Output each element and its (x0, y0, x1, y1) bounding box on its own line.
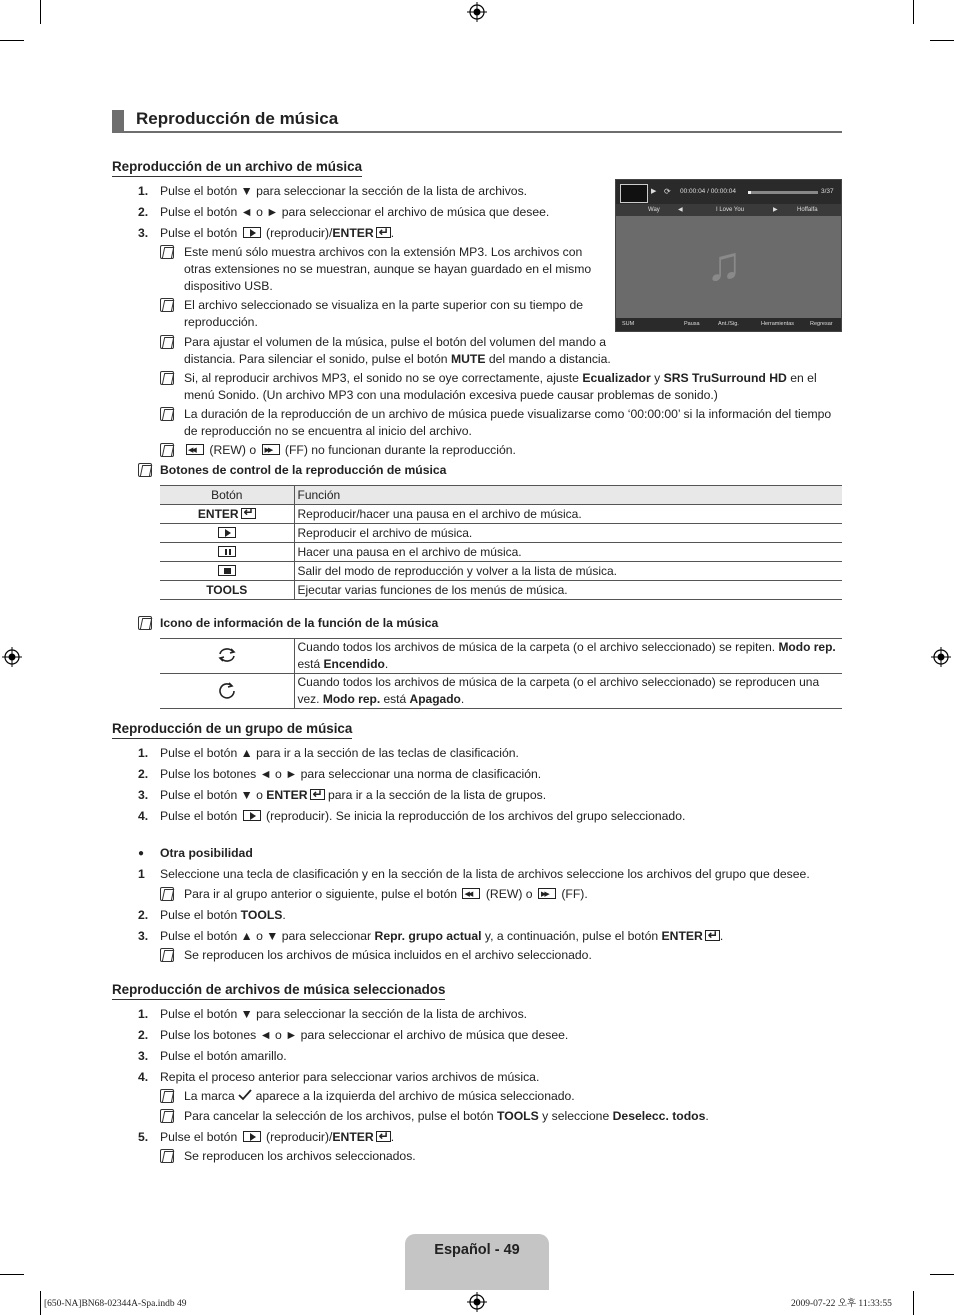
table-row: Cuando todos los archivos de música de la carpeta (o el archivo seleccionado) se reproducen una vez. Modo rep. está Apagado. (160, 674, 842, 709)
note-icon (160, 335, 174, 349)
music-note-icon: ♫ (706, 238, 742, 291)
info-icon-table (160, 638, 842, 709)
section-rule (112, 131, 842, 133)
table-header: Botón Función (160, 486, 842, 505)
play-icon (243, 1131, 261, 1142)
check-mark-icon (238, 1089, 252, 1101)
page-number: Español - 49 (434, 1242, 520, 1258)
note-icon (160, 948, 174, 962)
note-icon (160, 887, 174, 901)
section1-heading: Reproducción de un archivo de música (112, 159, 362, 177)
note-icon (160, 298, 174, 312)
table-row: TOOLS Ejecutar varias funciones de los menús de música. (160, 581, 842, 600)
registration-mark-icon (467, 2, 487, 22)
right-arrow-icon: ▶ (773, 207, 778, 213)
left-arrow-icon: ◀ (678, 207, 683, 213)
rew-icon (462, 888, 480, 899)
crop-mark (0, 40, 24, 41)
crop-mark (0, 1274, 24, 1275)
note-icon (160, 443, 174, 457)
table-row: Cuando todos los archivos de música de la carpeta (o el archivo seleccionado) se repiten. Modo rep. está Encendido. (160, 639, 842, 674)
registration-mark-icon (2, 647, 22, 667)
ff-icon (262, 444, 280, 455)
enter-icon (310, 789, 325, 800)
note-icon (160, 1149, 174, 1163)
note-icon (160, 1089, 174, 1103)
print-slug-left: [650-NA]BN68-02344A-Spa.indb 49 (44, 1299, 187, 1309)
tv-track-bar: Way ◀ I Love You ▶ Hoffalfa (616, 204, 841, 216)
tv-counter: 3/37 (821, 188, 834, 195)
repeat-off-icon (217, 681, 237, 699)
table-row: ENTER↵ Reproducir/hacer una pausa en el archivo de música. (160, 505, 842, 524)
section2-heading: Reproducción de un grupo de música (112, 721, 352, 739)
controls-table (160, 485, 842, 600)
registration-mark-icon (931, 647, 951, 667)
stop-icon (218, 565, 236, 576)
crop-mark (930, 40, 954, 41)
print-slug-right: 2009-07-22 오후 11:33:55 (791, 1299, 892, 1309)
repeat-indicator-icon: ⟳ (664, 187, 671, 196)
crop-mark (40, 0, 41, 24)
note-icon (160, 1109, 174, 1123)
pause-icon (218, 546, 236, 557)
note-icon (138, 616, 152, 630)
enter-icon (376, 1131, 391, 1142)
play-icon (243, 227, 261, 238)
tv-time: 00:00:04 / 00:00:04 (680, 188, 737, 195)
section-marker (112, 110, 124, 132)
note-icon (160, 245, 174, 259)
page-title: Reproducción de música (136, 109, 339, 128)
note-icon (160, 407, 174, 421)
section3-heading: Reproducción de archivos de música seleccionados (112, 982, 445, 1000)
play-icon (243, 810, 261, 821)
table-row: Hacer una pausa en el archivo de música. (160, 543, 842, 562)
enter-icon (241, 508, 256, 519)
play-icon (218, 527, 236, 538)
registration-mark-icon (467, 1292, 487, 1312)
play-indicator-icon: ▶ (651, 188, 657, 195)
note-icon (160, 371, 174, 385)
crop-mark (930, 1274, 954, 1275)
ff-icon (538, 888, 556, 899)
rew-icon (186, 444, 204, 455)
tv-help-bar: SUM Pausa Ant./Sig. Herramientas Regresar (616, 318, 841, 331)
crop-mark (913, 0, 914, 24)
table-row: Salir del modo de reproducción y volver a la lista de música. (160, 562, 842, 581)
crop-mark (913, 1291, 914, 1315)
tv-screenshot (615, 179, 842, 332)
enter-icon (705, 930, 720, 941)
table-row: Reproducir el archivo de música. (160, 524, 842, 543)
crop-mark (40, 1291, 41, 1315)
album-thumbnail (620, 184, 648, 203)
progress-bar (748, 191, 818, 194)
note-icon (138, 463, 152, 477)
enter-icon (376, 227, 391, 238)
repeat-all-icon (217, 646, 237, 664)
